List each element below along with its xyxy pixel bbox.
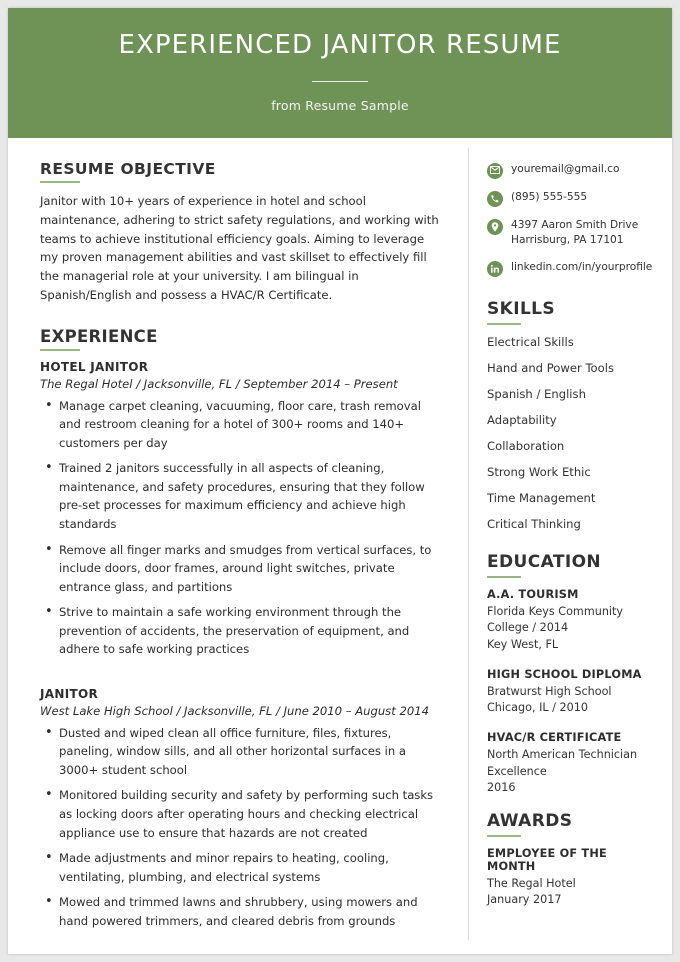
education-title: HVAC/R CERTIFICATE (487, 731, 622, 745)
job-meta: West Lake High School / Jacksonville, FL / June 2010 – August 2014 (40, 703, 429, 718)
education-heading: EDUCATION (487, 552, 602, 573)
education-line: North American Technician (487, 748, 638, 762)
contact-email[interactable] (487, 162, 658, 179)
linkedin-icon (487, 261, 503, 277)
education-line: College / 2014 (487, 621, 569, 635)
job-bullets (40, 397, 442, 659)
job-role: HOTEL JANITOR (40, 359, 149, 374)
skills-section (487, 299, 658, 533)
entry-spacer (40, 677, 442, 687)
list-item: • Dusted and wiped clean all office furniture, files, fixtures, paneling, window sills, and all other horizontal surfaces in a 3000+ student school (57, 724, 442, 780)
award-entry (487, 847, 658, 908)
address-line-2: Harrisburg, PA 17101 (511, 234, 624, 247)
job-meta: The Regal Hotel / Jacksonville, FL / September 2014 – Present (40, 376, 398, 391)
page-title: EXPERIENCED JANITOR RESUME (118, 30, 562, 60)
education-entry (487, 731, 658, 796)
education-entry (487, 668, 658, 716)
list-item: Strong Work Ethic (487, 465, 591, 480)
education-line: Excellence (487, 764, 547, 778)
contact-linkedin[interactable] (487, 260, 658, 277)
list-item: • Remove all finger marks and smudges from vertical surfaces, to include doors, door frames, around light switches, private entrance glass, and partitions (57, 541, 442, 597)
objective-section (40, 160, 442, 305)
envelope-icon (487, 163, 503, 179)
list-item: • Mowed and trimmed lawns and shrubbery, using mowers and hand powered trimmers, and cleared debris from grounds (57, 893, 442, 930)
experience-entry (40, 360, 442, 659)
job-role: JANITOR (40, 686, 98, 701)
experience-section (40, 327, 442, 931)
education-title: HIGH SCHOOL DIPLOMA (487, 667, 642, 681)
list-item: • Made adjustments and minor repairs to heating, cooling, ventilating, plumbing, and electrical systems (57, 849, 442, 886)
list-item: • Monitored building security and safety by performing such tasks as locking doors after operating hours and checking electrical appliance use to ensure that hazards are not created (57, 786, 442, 842)
award-line: January 2017 (487, 893, 562, 907)
location-pin-icon (487, 219, 503, 235)
resume-body (8, 138, 672, 954)
list-item: • Manage carpet cleaning, vacuuming, floor care, trash removal and restroom cleaning for a hotel of 300+ rooms and 140+ customers per day (57, 397, 442, 453)
list-item: Adaptability (487, 412, 557, 427)
contact-address-text (511, 218, 638, 249)
header-subtitle: from Resume Sample (271, 98, 409, 114)
skills-list (487, 335, 658, 533)
awards-underline (487, 835, 521, 837)
education-entry (487, 588, 658, 653)
contact-phone-text: (895) 555-555 (511, 191, 588, 203)
skills-heading: SKILLS (487, 298, 556, 319)
education-line: 2016 (487, 780, 516, 794)
main-column (8, 138, 468, 954)
education-line: Chicago, IL / 2010 (487, 701, 588, 715)
list-item: Critical Thinking (487, 517, 581, 532)
contact-address (487, 218, 658, 249)
list-item: Hand and Power Tools (487, 360, 615, 375)
resume-page (8, 8, 672, 954)
job-bullets (40, 724, 442, 930)
education-line: Florida Keys Community (487, 605, 624, 619)
education-title: A.A. TOURISM (487, 588, 579, 602)
experience-entry (40, 687, 442, 930)
education-line: Key West, FL (487, 637, 559, 651)
contact-email-text: youremail@gmail.co (511, 163, 620, 175)
objective-underline (40, 181, 80, 183)
sidebar-column (469, 138, 672, 954)
resume-header (8, 8, 672, 138)
objective-heading: RESUME OBJECTIVE (40, 160, 216, 178)
education-underline (487, 576, 521, 578)
list-item: Electrical Skills (487, 334, 574, 349)
award-title: EMPLOYEE OF THE MONTH (487, 847, 607, 874)
contact-phone[interactable] (487, 190, 658, 207)
list-item: Spanish / English (487, 386, 586, 401)
experience-heading: EXPERIENCE (40, 326, 158, 346)
education-line: Bratwurst High School (487, 684, 612, 698)
objective-text: Janitor with 10+ years of experience in hotel and school maintenance, adhering to strict safety regulations, and working with teams to achieve institutional efficiency goals. Aiming to leverage my proven management abilities and vast skillset to effectively fill the managerial role at your university. I am bilingual in Spanish/English and possess a HVAC/R Certificate. (40, 194, 439, 302)
list-item: Collaboration (487, 438, 565, 453)
contact-list (487, 162, 658, 277)
experience-underline (40, 349, 80, 351)
education-section (487, 552, 658, 796)
phone-icon (487, 191, 503, 207)
award-line: The Regal Hotel (487, 877, 576, 891)
awards-section (487, 811, 658, 908)
list-item: • Strive to maintain a safe working environment through the prevention of accidents, the preservation of equipment, and adhere to safe working practices (57, 603, 442, 659)
list-item: Time Management (487, 491, 596, 506)
skills-underline (487, 323, 521, 325)
list-item: • Trained 2 janitors successfully in all aspects of cleaning, maintenance, and safety procedures, ensuring that they follow pre-set processes for maximum efficiency and achieve high standards (57, 459, 442, 533)
address-line-1: 4397 Aaron Smith Drive (511, 219, 639, 231)
header-divider (312, 81, 368, 82)
awards-heading: AWARDS (487, 811, 573, 832)
contact-linkedin-text: linkedin.com/in/yourprofile (511, 260, 653, 273)
